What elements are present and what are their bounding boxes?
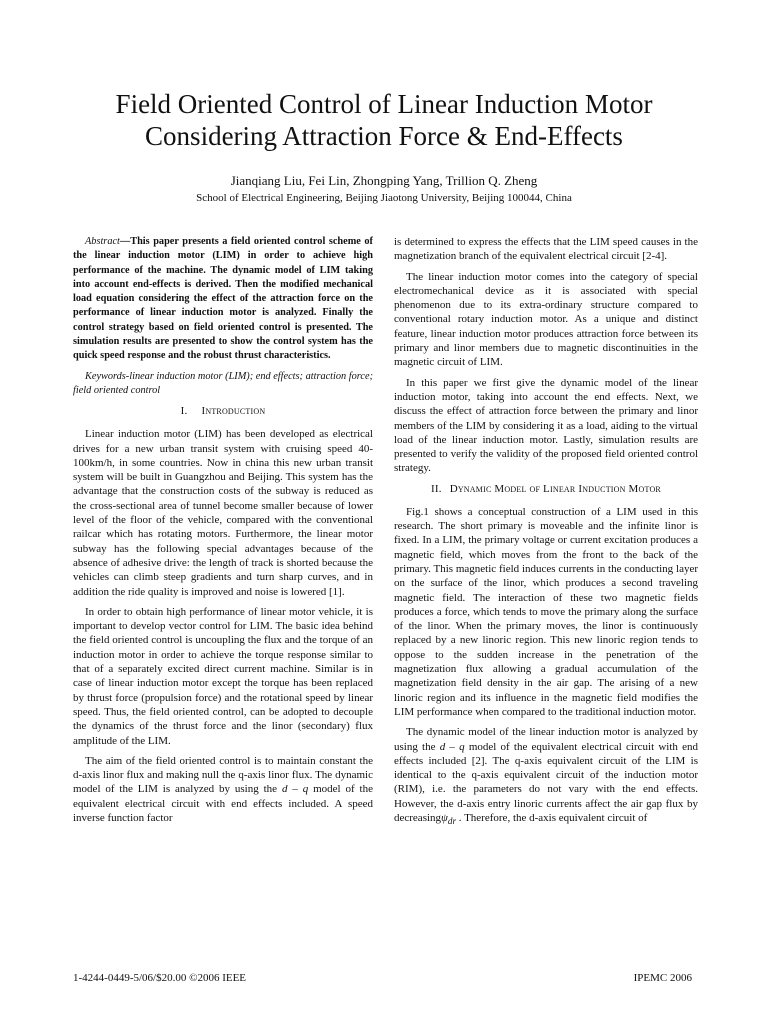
- section-number: II.: [431, 482, 442, 495]
- section-heading-introduction: [73, 404, 373, 418]
- psi-subscript: dr: [447, 816, 457, 827]
- paragraph: Linear induction motor (LIM) has been developed as electrical drives for a new urban transit system with cruising speed 40-100km/h, in some countries. Now in china this new urban transit system will be built in Guangzhou and Beijing. This system has the advantage that the construction costs of the subway is reduced as the cross-sectional area of tunnel become smaller because of lower level of the floor of the vehicle, compared with the conventional railcar which has rotating motors. Furthermore, the linear motor subway has the following special advantages because of the absence of adhesive drive: the length of track is shorted because the vehicles can climb steep gradients and turn sharp curves, and in addition the ride quality is improved and noise is lowered [1].: [73, 428, 373, 598]
- abstract-lead: Abstract: [85, 236, 120, 247]
- paragraph-text: The aim of the field oriented control is to maintain constant the d-axis linor flux and making null the q-axis linor flux. The dynamic model of the LIM is analyzed by using the: [73, 754, 373, 796]
- paragraph: In order to obtain high performance of linear motor vehicle, it is important to develop vector control for LIM. The basic idea behind the field oriented control is uncoupling the flux and the torque of an induction motor in order to achieve the torque response similar to that of a separately excited direct current machine. Similar is in case of linear induction motor except the torque has been replaced by thrust force (propulsion force) and the rotational speed by linear speed. Thus, the field oriented control, can be adopted to decouple the dynamics of the thrust force and the linor (secondary) flux amplitude of the LIM.: [73, 605, 373, 747]
- paragraph: [394, 725, 698, 828]
- affiliation: School of Electrical Engineering, Beijing Jiaotong University, Beijing 100044, China: [196, 192, 572, 204]
- paragraph-text: The dynamic model of the linear induction motor is analyzed by using the: [394, 726, 698, 753]
- paragraph-text: . Therefore, the d-axis equivalent circuit of: [456, 811, 648, 824]
- footer-conference: IPEMC 2006: [633, 972, 692, 984]
- section-heading-dynamic-model: [394, 482, 698, 496]
- section-title: Dynamic Model of Linear Induction Motor: [449, 482, 661, 495]
- paragraph: In this paper we first give the dynamic model of the linear induction motor, taking into account the end effects. Next, we discuss the effect of attraction force between the primary and linor members of the LIM by considering it as a load, aiding to the virtual load of the linear induction motor. Lastly, simulation results are presented to verify the validity of the proposed field oriented control strategy.: [394, 376, 698, 475]
- title-line-1: Field Oriented Control of Linear Induction Motor: [115, 89, 653, 119]
- paragraph: [73, 754, 373, 825]
- dq-symbol: d – q: [281, 783, 309, 796]
- right-column: [394, 235, 698, 834]
- dq-symbol: d – q: [439, 740, 465, 753]
- abstract-body: This paper presents a field oriented control scheme of the linear induction motor (LIM) in order to achieve high performance of the machine. The dynamic model of LIM taking into account end-effects is derived. Then the modified mechanical load equation considering the effect of the attraction force on the performance of linear induction motor is analyzed. Finally the control strategy based on field oriented control is presented. The simulation results are presented to show the control system has the quick speed response and the robust thrust characteristics.: [73, 236, 373, 362]
- abstract-dash: —: [119, 236, 131, 247]
- section-number: I.: [180, 405, 188, 418]
- section-title: Introduction: [201, 405, 266, 418]
- paragraph: The linear induction motor comes into the category of special electromechanical device as it is associated with special phenomenon due to its extra-ordinary structure compared to conventional rotary induction motor. As a unique and distinct feature, linear induction motor produces attraction force between its primary and linor members due to magnetic discontinuities in the magnetic circuit of LIM.: [394, 270, 698, 369]
- paragraph: Fig.1 shows a conceptual construction of a LIM used in this research. The short primary is moveable and the infinite linor is fixed. In a LIM, the primary voltage or current excitation produces a magnetic field, which moves from the front to the back of the primary. This magnetic field induces currents in the conducting layer on the surface of the linor, which produces a second traveling magnetic field. The interaction of these two magnetic fields produces a force, which tends to move the primary along the surface of the linor. When the primary moves, the linor is continuously replaced by a new linoric region. This new linoric region tends to oppose to the sudden increase in the penetration of the magnetization flux allowing a gradual accumulation of the magnetization field density in the air gap. The arising of a new linoric region and its influence in the magnetic field modifies the LIM performance when compared to the traditional induction motor.: [394, 505, 698, 718]
- author-list: Jianqiang Liu, Fei Lin, Zhongping Yang, Trillion Q. Zheng: [230, 173, 538, 188]
- footer-copyright: 1-4244-0449-5/06/$20.00 ©2006 IEEE: [73, 972, 247, 984]
- abstract: [73, 235, 373, 364]
- psi-symbol: ψ: [441, 811, 448, 824]
- paragraph-text: model of the equivalent electrical circuit with end effects included [2]. The q-axis equivalent circuit of the LIM is identical to the q-axis equivalent circuit of the induction motor (RIM), i.e. the parameters do not vary with the end effects. However, the d-axis entry linoric currents affect the air gap flux by decreasing: [394, 740, 699, 824]
- left-column: [73, 235, 373, 831]
- keywords: Keywords-linear induction motor (LIM); end effects; attraction force; field oriented control: [73, 370, 373, 396]
- paper-title: [40, 88, 728, 152]
- paragraph: is determined to express the effects that the LIM speed causes in the magnetization branch of the equivalent electrical circuit [2-4].: [394, 236, 698, 263]
- title-line-2: Considering Attraction Force & End-Effects: [145, 121, 623, 151]
- paragraph-text: model of the equivalent electrical circuit with end effects included. A speed inverse function factor: [73, 783, 373, 824]
